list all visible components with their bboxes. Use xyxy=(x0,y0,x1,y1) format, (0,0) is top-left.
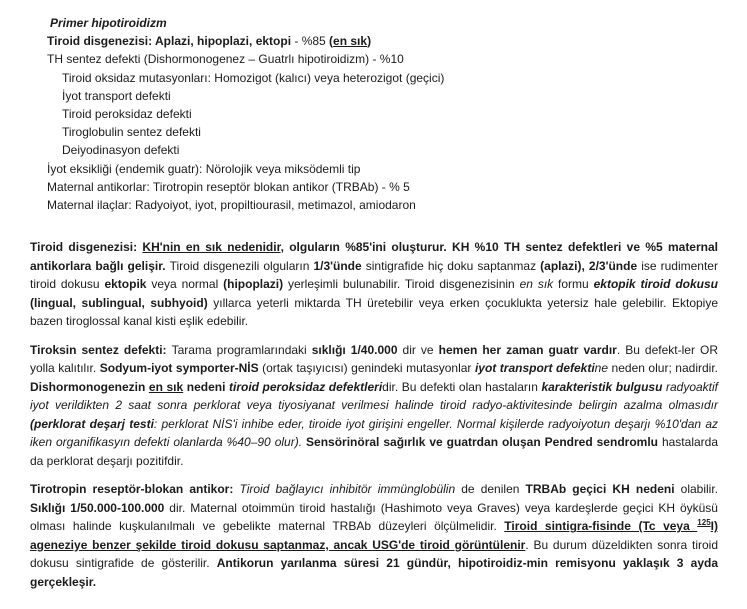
text-segment: Tarama programlarındaki xyxy=(171,342,312,357)
text-segment: ektopik tiroid dokusu xyxy=(593,277,719,292)
text-segment: karakteristik bulgusu xyxy=(541,379,663,394)
text-segment: TH sentez defekti (Dishormonogenez – Guatrlı hipotiroidizm) - %10 xyxy=(47,52,404,67)
text-segment: Tiroid disgenezisi: Aplazi, hipoplazi, ektopi xyxy=(47,34,292,49)
text-segment: . Bu durum düzeldikten sonra tiroid dokusu sintigrafide de gösterilir. xyxy=(30,537,718,571)
text-segment: Maternal antikorlar: Tirotropin reseptör blokan antikor (TRBAb) - % 5 xyxy=(47,179,410,194)
outline-line xyxy=(47,50,718,68)
text-segment: (hipoplazi) xyxy=(223,277,284,292)
text-segment: Primer hipotiroidizm xyxy=(50,16,167,30)
text-segment: formu xyxy=(553,277,594,292)
outline-line xyxy=(62,69,718,87)
text-segment: Antikorun yarılanma süresi 21 gündür, hipotiroidiz-min remisyonu yaklaşık 3 ayda gerçekleşir. xyxy=(30,556,718,589)
text-segment: (aplazi), xyxy=(540,258,585,273)
text-segment: , olguların %85'ini oluşturur. KH %10 TH sentez defektleri ve %5 maternal antikorlara bağlı gelişir. xyxy=(30,240,718,273)
text-segment: dir. Maternal otoimmün tiroid hastalığı (Hashimoto veya Graves) veya kardeşlerde geçici KH öyküsü olması halinde kuşkulanılmalı ve gebelikte maternal TRBAb düzeyleri ölçülmelidir. xyxy=(30,500,718,534)
outline-line xyxy=(47,32,718,50)
text-segment: 2/3'ünde xyxy=(588,258,638,273)
text-segment: sintigrafide hiç doku saptanmaz xyxy=(361,258,541,273)
paragraph xyxy=(30,341,718,471)
text-segment: Sensörinöral sağırlık ve guatrdan oluşan Pendred sendromlu xyxy=(306,435,658,450)
text-segment: veya normal xyxy=(146,277,224,292)
text-segment: ne xyxy=(594,361,609,376)
text-segment: TRBAb geçici KH nedeni xyxy=(525,482,675,497)
text-segment: Tiroid disgenezili olguların xyxy=(169,258,314,273)
text-segment: (ortak taşıyıcısı) genindeki mutasyonlar xyxy=(258,361,475,376)
text-segment: de denilen xyxy=(455,482,526,497)
text-segment: I) ageneziye benzer şekilde tiroid dokusu saptanmaz, ancak USG'de tiroid görüntülenir xyxy=(30,519,718,552)
text-segment: dir. Bu defekti olan hastaların xyxy=(382,379,542,394)
outline-line xyxy=(47,160,718,178)
text-segment: Dishormonogenezin xyxy=(30,379,149,394)
text-segment: Tirotropin reseptör-blokan antikor: xyxy=(30,482,240,497)
text-segment: : perklorat NİS'i inhibe eder, tiroide iyot girişini engeller. Normal kişilerde radyoiyotun deşarjı %10'dan az iken organifikasyın defekti olanlarda %40–90 olur). xyxy=(30,416,718,450)
text-segment: (perklorat deşarj testi xyxy=(30,416,154,431)
text-segment: sıklığı 1/40.000 xyxy=(311,342,398,357)
text-segment: radyoaktif iyot verildikten 2 saat sonra perklorat veya tiyosiyanat verilmesi halinde tiroid radyo-aktivitesinde belirgin azalma olmasıdır xyxy=(30,379,718,413)
body-paragraphs xyxy=(30,238,718,591)
text-segment: 125 xyxy=(697,518,711,528)
text-segment: Sodyum-iyot symporter-NİS xyxy=(99,361,259,376)
outline-line xyxy=(62,105,718,123)
text-segment: - %85 xyxy=(291,34,330,49)
outline-line xyxy=(47,178,718,196)
text-segment: yıllarca yeterli miktarda TH üretebilir veya erken çocuklukta yetersiz hale gelebilir. Ektopiye bazen tiroglossal kanal kisti eşlik edebilir. xyxy=(30,295,719,329)
text-segment: KH'nin en sık nedenidir xyxy=(142,240,281,255)
text-segment: ( xyxy=(329,34,334,49)
text-segment: tiroid peroksidaz defektleri xyxy=(228,379,383,394)
text-segment: ise rudimenter tiroid dokusu xyxy=(30,258,718,292)
text-segment: Tiroid bağlayıcı inhibitör immünglobülin xyxy=(239,482,456,497)
outline-line xyxy=(62,141,718,159)
outline-line xyxy=(62,87,718,105)
text-segment: en sık xyxy=(148,379,184,394)
text-segment: Tiroid oksidaz mutasyonları: Homozigot (kalıcı) veya heterozigot (geçici) xyxy=(62,70,445,85)
outline-line xyxy=(50,14,718,32)
paragraph xyxy=(30,480,718,591)
text-segment: yerleşimli bulunabilir. Tiroid disgenezisinin xyxy=(283,277,520,292)
outline-list xyxy=(30,14,718,214)
text-segment: en sık xyxy=(519,277,554,292)
text-segment: Tiroid peroksidaz defekti xyxy=(62,107,192,122)
text-segment: hastalarda da perklorat deşarjı pozitifdir. xyxy=(30,435,719,468)
text-segment: iyot transport defekti xyxy=(474,361,595,376)
paragraph xyxy=(30,238,718,331)
text-segment: İyot transport defekti xyxy=(62,88,171,103)
text-segment: ektopik xyxy=(104,277,147,292)
outline-line xyxy=(47,196,718,214)
text-segment: olabilir. xyxy=(674,482,719,497)
text-segment: 1/3'ünde xyxy=(313,258,362,273)
text-segment: hemen her zaman guatr vardır xyxy=(438,342,617,357)
text-segment: nedeni xyxy=(183,379,229,394)
text-segment: İyot eksikliği (endemik guatr): Nörolojik veya miksödemli tip xyxy=(47,161,361,176)
text-segment: Tiroglobulin sentez defekti xyxy=(62,125,201,140)
text-segment: Tiroid disgenezisi: xyxy=(30,240,143,255)
text-segment: neden olur; nadirdir. xyxy=(608,361,718,376)
text-segment: Tiroid sintigra-fisinde (Tc veya xyxy=(504,519,698,534)
text-segment: (lingual, sublingual, subhyoid) xyxy=(30,295,208,310)
text-segment: Maternal ilaçlar: Radyoiyot, iyot, propiltiourasil, metimazol, amiodaron xyxy=(47,198,416,213)
text-segment: Sıklığı 1/50.000-100.000 xyxy=(30,500,165,515)
text-segment: ) xyxy=(367,34,372,49)
text-segment: Deiyodinasyon defekti xyxy=(62,143,180,158)
text-segment: Tiroksin sentez defekti: xyxy=(30,342,172,357)
outline-line xyxy=(62,123,718,141)
text-segment: . Bu defekt-ler OR yolla kalıtılır. xyxy=(30,342,718,376)
text-segment: en sık xyxy=(333,34,368,49)
text-segment: dir ve xyxy=(397,342,439,357)
